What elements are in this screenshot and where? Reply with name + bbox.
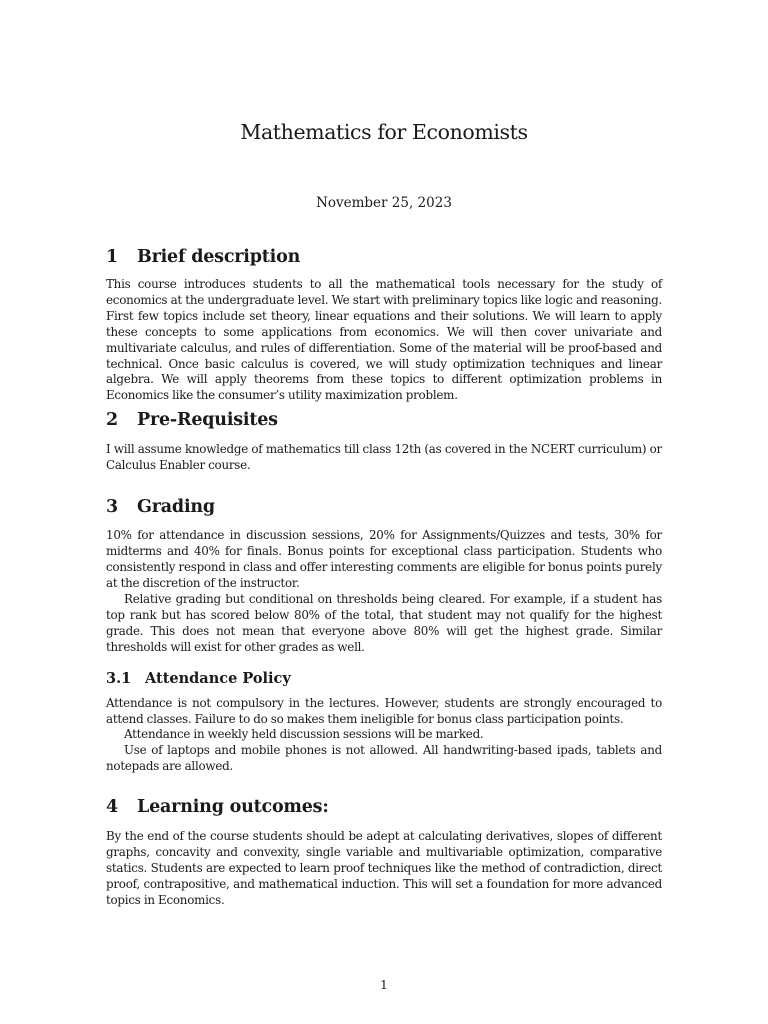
section-title: Grading [137, 497, 215, 517]
paragraph-brief-description: This course introduces students to all the mathematical tools necessary for the study of economics at the undergraduate level. We start with preliminary topics like logic and reasoning. First few topics include set theory, linear equations and their solutions. We will learn to apply these concepts to some applications from economics. We will then cover univariate and multivariate calculus, and rules of differentiation. Some of the material will be proof-based and technical. Once basic calculus is covered, we will study optimization techniques and linear algebra. We will apply theorems from these topics to different optimization problems in Economics like the consumer’s utility maximization problem. [106, 277, 662, 403]
paragraph-attendance-discussion: Attendance in weekly held discussion sessions will be marked. [124, 727, 484, 741]
paragraph-grading-weights: 10% for attendance in discussion sessions, 20% for Assignments/Quizzes and tests, 30% for midterms and 40% for finals. Bonus points for exceptional class participation. Students who consistently respond in class and offer interesting comments are eligible for bonus points purely at the discretion of the instructor. [106, 528, 662, 590]
section-number: 4 [106, 797, 118, 817]
subsection-heading-attendance-policy [106, 669, 291, 689]
paragraph-learning-outcomes: By the end of the course students should be adept at calculating derivatives, slopes of different graphs, concavity and convexity, single variable and multivariable optimization, comparative statics. Students are expected to learn proof techniques like the method of contradiction, direct proof, contrapositive, and mathematical induction. This will set a foundation for more advanced topics in Economics. [106, 829, 662, 907]
section-number: 1 [106, 247, 118, 267]
section-heading-grading [106, 495, 215, 519]
section-number: 3 [106, 497, 118, 517]
document-title: Mathematics for Economists [240, 120, 528, 144]
section-heading-brief-description [106, 245, 300, 269]
page-number: 1 [380, 978, 388, 992]
subsection-number: 3.1 [106, 670, 132, 687]
document-date: November 25, 2023 [316, 195, 452, 211]
paragraph-grading-thresholds: Relative grading but conditional on thresholds being cleared. For example, if a student has top rank but has scored below 80% of the total, that student may not qualify for the highest grade. This does not mean that everyone above 80% will get the highest grade. Similar thresholds will exist for other grades as well. [106, 592, 662, 654]
subsection-title: Attendance Policy [145, 670, 291, 687]
paragraph-devices-policy: Use of laptops and mobile phones is not allowed. All handwriting-based ipads, tablets and notepads are allowed. [106, 743, 662, 773]
section-heading-learning-outcomes [106, 795, 329, 819]
section-title: Brief description [137, 247, 301, 267]
section-title: Learning outcomes: [137, 797, 329, 817]
section-title: Pre-Requisites [137, 410, 278, 430]
section-number: 2 [106, 410, 118, 430]
paragraph-pre-requisites: I will assume knowledge of mathematics till class 12th (as covered in the NCERT curriculum) or Calculus Enabler course. [106, 442, 662, 472]
paragraph-attendance-lectures: Attendance is not compulsory in the lectures. However, students are strongly encouraged to attend classes. Failure to do so makes them ineligible for bonus class participation points. [106, 696, 662, 726]
section-heading-pre-requisites [106, 408, 278, 432]
